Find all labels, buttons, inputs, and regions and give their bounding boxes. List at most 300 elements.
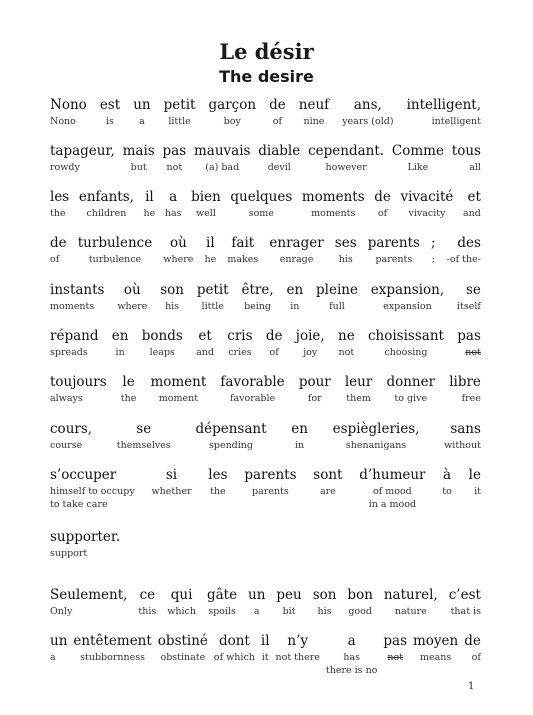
english-gloss: cries: [228, 347, 252, 358]
english-gloss: the: [50, 208, 66, 219]
french-word: n’y: [287, 633, 309, 649]
english-gloss: has: [343, 652, 360, 663]
english-gloss: spreads: [50, 347, 88, 358]
word-pair: [291, 421, 308, 452]
english-gloss: spoils: [208, 606, 236, 617]
english-gloss: bit: [282, 606, 296, 617]
english-gloss: shenanigans: [345, 440, 407, 451]
english-gloss: to: [442, 486, 452, 497]
english-gloss: little: [201, 301, 224, 312]
word-pair: [431, 235, 436, 266]
word-pair: [167, 587, 196, 618]
word-pair: [191, 189, 221, 220]
french-word: intelligent,: [406, 97, 481, 113]
word-pair: [138, 587, 156, 618]
french-word: c’est: [448, 587, 481, 603]
english-gloss: enrage: [279, 254, 314, 265]
english-gloss: the: [120, 393, 137, 404]
french-word: peu: [276, 587, 302, 603]
french-word: enrager: [269, 235, 324, 251]
french-word: bon: [347, 587, 373, 603]
french-word: a: [347, 633, 356, 649]
word-pair: [335, 235, 357, 266]
word-pair: [368, 328, 444, 359]
french-word: gâte: [206, 587, 238, 603]
english-gloss: himself to occupy: [50, 486, 135, 497]
word-pair: [195, 421, 266, 452]
word-pair: [165, 189, 182, 220]
word-pair: [384, 587, 438, 618]
word-pair: [50, 97, 87, 128]
french-word: dépensant: [195, 421, 267, 437]
english-gloss: favorable: [229, 393, 276, 404]
french-word: et: [467, 189, 481, 205]
french-word: s’occuper: [50, 467, 117, 483]
word-pair: [447, 235, 481, 266]
french-word: bonds: [141, 328, 183, 344]
french-word: obstiné: [157, 633, 208, 649]
english-gloss: it: [261, 652, 269, 663]
french-word: tous: [451, 143, 481, 159]
french-word: Nono: [50, 97, 87, 113]
text-line: [50, 189, 481, 220]
french-word: il: [145, 189, 154, 205]
french-word: cris: [227, 328, 253, 344]
word-pair: [392, 143, 444, 174]
text-line: [50, 235, 481, 266]
english-gloss: to give: [394, 393, 428, 404]
french-word: pleine: [316, 282, 358, 298]
french-word: être,: [241, 282, 274, 298]
french-word: enfants,: [78, 189, 134, 205]
word-pair: [50, 467, 135, 511]
word-pair: [386, 374, 435, 405]
french-word: à: [443, 467, 452, 483]
word-pair: [269, 235, 323, 266]
english-gloss: makes: [227, 254, 259, 265]
french-word: où: [169, 235, 187, 251]
french-word: qui: [170, 587, 193, 603]
english-gloss: support: [50, 548, 88, 559]
english-gloss: in: [295, 440, 305, 451]
french-word: moyen: [413, 633, 459, 649]
word-pair: [230, 189, 292, 220]
english-gloss: itself: [457, 301, 481, 312]
french-word: ne: [338, 328, 355, 344]
word-pair: [276, 587, 301, 618]
page-number: 1: [468, 681, 475, 692]
french-word: il: [206, 235, 215, 251]
word-pair: [296, 328, 325, 359]
english-gloss: that is: [450, 606, 481, 617]
english-gloss: a: [253, 606, 260, 617]
english-gloss: his: [317, 606, 332, 617]
word-pair: [261, 633, 270, 677]
french-word: dont: [218, 633, 250, 649]
english-gloss: not: [338, 347, 355, 358]
english-gloss: -of the-: [446, 254, 481, 265]
text-line: [50, 328, 481, 359]
english-gloss: of: [50, 254, 60, 265]
word-pair: [449, 374, 481, 405]
french-word: le: [468, 467, 481, 483]
word-pair: [299, 97, 329, 128]
word-pair: [457, 328, 481, 359]
english-gloss: moments: [311, 208, 356, 219]
english-gloss: obstinate: [160, 652, 206, 663]
french-word: pas: [457, 328, 481, 344]
french-word: de: [374, 189, 391, 205]
english-gloss: Only: [50, 606, 73, 617]
word-pair: [50, 189, 69, 220]
word-pair: [150, 374, 206, 405]
english-gloss: his: [165, 301, 180, 312]
word-pair: [204, 235, 216, 266]
english-gloss: not: [465, 347, 481, 358]
english-gloss: some: [248, 208, 274, 219]
word-pair: [286, 282, 303, 313]
french-word: mauvais: [193, 143, 251, 159]
word-pair: [302, 189, 365, 220]
french-word: se: [466, 282, 481, 298]
english-gloss: however: [325, 162, 367, 173]
english-gloss: and: [463, 208, 481, 219]
word-pair: [50, 374, 107, 405]
french-word: se: [136, 421, 152, 437]
english-gloss: turbulence: [88, 254, 142, 265]
french-word: garçon: [208, 97, 257, 113]
french-word: des: [457, 235, 481, 251]
french-word: ses: [334, 235, 357, 251]
english-gloss: good: [348, 606, 372, 617]
english-gloss: has: [164, 208, 182, 219]
word-pair: [383, 633, 407, 677]
word-pair: [368, 235, 420, 266]
word-pair: [78, 235, 152, 266]
english-gloss: of which: [213, 652, 255, 663]
french-word: de: [464, 633, 481, 649]
word-pair: [269, 97, 286, 128]
french-word: un: [133, 97, 151, 113]
french-word: de: [269, 97, 286, 113]
french-word: son: [312, 587, 337, 603]
french-word: entêtement: [73, 633, 152, 649]
word-pair: [163, 235, 193, 266]
word-pair: [160, 282, 184, 313]
english-gloss: leaps: [149, 347, 175, 358]
french-word: expansion,: [370, 282, 445, 298]
word-pair: [241, 282, 273, 313]
word-pair: [299, 374, 331, 405]
english-gloss: for: [307, 393, 322, 404]
french-word: parents: [367, 235, 420, 251]
word-pair: [371, 282, 444, 313]
word-pair: [338, 328, 355, 359]
text-line: [50, 143, 481, 174]
word-pair: [194, 143, 250, 174]
french-word: parents: [244, 467, 297, 483]
word-pair: [444, 421, 481, 452]
english-gloss: where: [117, 301, 148, 312]
french-word: et: [198, 328, 212, 344]
word-pair: [333, 421, 420, 452]
french-word: diable: [258, 143, 301, 159]
english-gloss: the: [210, 486, 226, 497]
english-gloss: ;: [431, 254, 435, 265]
word-pair: [347, 587, 372, 618]
french-word: en: [286, 282, 304, 298]
english-gloss: nine: [303, 116, 325, 127]
french-word: sans: [450, 421, 481, 437]
text-line: [50, 529, 481, 560]
word-pair: [457, 282, 481, 313]
english-gloss: intelligent: [431, 116, 481, 127]
text-line: [50, 633, 481, 677]
word-pair: [152, 467, 192, 511]
word-pair: [463, 189, 481, 220]
french-word: turbulence: [77, 235, 153, 251]
english-gloss: joy: [303, 347, 318, 358]
french-word: mais: [122, 143, 155, 159]
word-pair: [50, 421, 92, 452]
word-pair: [50, 143, 115, 174]
english-gloss: of: [272, 116, 283, 127]
english-gloss: well: [196, 208, 216, 219]
french-word: cependant.: [308, 143, 385, 159]
english-gloss: of: [471, 652, 481, 663]
english-gloss: but: [130, 162, 147, 173]
english-gloss: in: [290, 301, 300, 312]
english-gloss: is: [106, 116, 114, 127]
word-pair: [208, 467, 227, 511]
text-line: [50, 97, 481, 128]
english-gloss: a: [50, 652, 56, 663]
chapter-title: Le désir: [219, 39, 314, 64]
english-gloss: course: [50, 440, 83, 451]
french-word: petit: [196, 282, 229, 298]
french-word: Comme: [391, 143, 444, 159]
french-word: toujours: [50, 374, 107, 390]
word-pair: [121, 374, 137, 405]
word-pair: [227, 235, 258, 266]
word-pair: [313, 587, 337, 618]
word-pair: [196, 328, 214, 359]
english-gloss: years (old): [342, 116, 394, 127]
french-word: un: [50, 633, 68, 649]
word-pair: [117, 282, 147, 313]
word-pair: [400, 189, 453, 220]
english-gloss: without: [444, 440, 481, 451]
english-gloss: and: [196, 347, 214, 358]
french-word: fait: [231, 235, 255, 251]
chapter-subtitle: The desire: [219, 67, 314, 86]
text-line: [50, 282, 481, 313]
french-word: favorable: [220, 374, 285, 390]
word-pair: [452, 143, 481, 174]
french-word: en: [111, 328, 129, 344]
english-gloss: are: [319, 486, 336, 497]
word-pair: [144, 189, 156, 220]
word-pair: [50, 587, 127, 618]
english-gloss: this: [138, 606, 157, 617]
word-pair: [442, 467, 452, 511]
word-pair: [227, 328, 252, 359]
english-gloss: Nono: [50, 116, 76, 127]
english-gloss: of: [377, 208, 388, 219]
french-word: sont: [313, 467, 343, 483]
french-word: bien: [191, 189, 221, 205]
english-gloss: devil: [267, 162, 291, 173]
french-word: ans,: [353, 97, 382, 113]
french-word: neuf: [298, 97, 330, 113]
french-word: naturel,: [383, 587, 438, 603]
word-pair: [308, 143, 384, 174]
english-gloss: free: [461, 393, 481, 404]
text-line: [50, 374, 481, 405]
word-pair: [258, 143, 300, 174]
french-word: choisissant: [367, 328, 444, 344]
english-gloss: all: [469, 162, 481, 173]
word-pair: [133, 97, 150, 128]
english-gloss: full: [329, 301, 345, 312]
english-gloss: of mood: [372, 486, 412, 497]
word-pair: [197, 282, 229, 313]
french-word: moments: [301, 189, 365, 205]
word-pair: [209, 97, 257, 128]
english-gloss: which: [167, 606, 196, 617]
word-pair: [50, 328, 98, 359]
english-gloss: boy: [223, 116, 241, 127]
word-pair: [313, 467, 342, 511]
french-word: est: [99, 97, 121, 113]
word-pair: [112, 328, 129, 359]
word-pair: [374, 189, 391, 220]
french-word: en: [291, 421, 308, 437]
french-word: ;: [431, 235, 436, 251]
english-gloss: moments: [50, 301, 95, 312]
french-word: quelques: [230, 189, 293, 205]
english-gloss: Like: [407, 162, 429, 173]
english-gloss: spending: [208, 440, 254, 451]
word-pair: [413, 633, 458, 677]
word-pair: [164, 97, 196, 128]
english-gloss: expansion: [383, 301, 432, 312]
english-gloss: not there: [275, 652, 320, 663]
word-pair: [50, 282, 104, 313]
english-gloss: means: [419, 652, 452, 663]
english-gloss-alt: there is no: [325, 665, 378, 676]
english-gloss: his: [338, 254, 353, 265]
word-pair: [50, 633, 67, 677]
english-gloss: whether: [151, 486, 192, 497]
word-pair: [214, 633, 255, 677]
english-gloss: not: [387, 652, 404, 663]
word-pair: [142, 328, 183, 359]
french-word: de: [265, 328, 283, 344]
word-pair: [50, 529, 120, 560]
english-gloss: stubbornness: [80, 652, 146, 663]
english-gloss: children: [86, 208, 127, 219]
french-word: les: [208, 467, 228, 483]
english-gloss: a: [139, 116, 145, 127]
word-pair: [207, 587, 237, 618]
english-gloss: nature: [394, 606, 427, 617]
french-word: a: [169, 189, 178, 205]
french-word: leur: [344, 374, 373, 390]
word-pair: [407, 97, 481, 128]
french-word: supporter.: [50, 529, 121, 545]
french-word: petit: [163, 97, 196, 113]
word-pair: [158, 633, 208, 677]
english-gloss: parents: [252, 486, 289, 497]
french-word: répand: [50, 328, 99, 344]
english-gloss-alt: to take care: [50, 499, 108, 510]
french-word: d’humeur: [359, 467, 426, 483]
english-gloss: being: [244, 301, 272, 312]
french-word: pas: [162, 143, 187, 159]
word-pair: [50, 235, 67, 266]
english-gloss: (a) bad: [205, 162, 240, 173]
french-word: tapageur,: [50, 143, 115, 159]
word-pair: [117, 421, 171, 452]
word-pair: [163, 143, 187, 174]
french-word: espiègleries,: [332, 421, 420, 437]
text-line: [50, 587, 481, 618]
french-word: ce: [139, 587, 156, 603]
word-pair: [100, 97, 120, 128]
french-word: un: [248, 587, 266, 603]
english-gloss: parents: [375, 254, 413, 265]
french-word: il: [260, 633, 270, 649]
french-word: vivacité: [400, 189, 454, 205]
english-gloss: always: [50, 393, 83, 404]
word-pair: [345, 374, 372, 405]
word-pair: [79, 189, 134, 220]
french-word: de: [50, 235, 67, 251]
english-gloss: it: [474, 486, 481, 497]
word-pair: [244, 467, 296, 511]
english-gloss: rowdy: [50, 162, 80, 173]
french-word: le: [122, 374, 135, 390]
french-word: joie,: [295, 328, 325, 344]
word-pair: [276, 633, 320, 677]
french-word: Seulement,: [50, 587, 128, 603]
word-pair: [469, 467, 481, 511]
word-pair: [266, 328, 283, 359]
english-gloss: little: [168, 116, 191, 127]
french-word: moment: [150, 374, 207, 390]
french-word: les: [50, 189, 70, 205]
english-gloss: of: [269, 347, 279, 358]
english-gloss: where: [163, 254, 194, 265]
english-gloss: themselves: [116, 440, 171, 451]
word-pair: [73, 633, 151, 677]
word-pair: [316, 282, 358, 313]
french-word: son: [160, 282, 184, 298]
french-word: pour: [298, 374, 331, 390]
word-pair: [220, 374, 284, 405]
french-word: instants: [50, 282, 105, 298]
french-word: cours,: [50, 421, 93, 437]
word-pair: [449, 587, 481, 618]
text-line: [50, 467, 481, 511]
english-gloss-alt: in a mood: [368, 499, 417, 510]
word-pair: [342, 97, 393, 128]
word-pair: [248, 587, 265, 618]
text-line: [50, 421, 481, 452]
english-gloss: he: [143, 208, 156, 219]
french-word: pas: [383, 633, 408, 649]
